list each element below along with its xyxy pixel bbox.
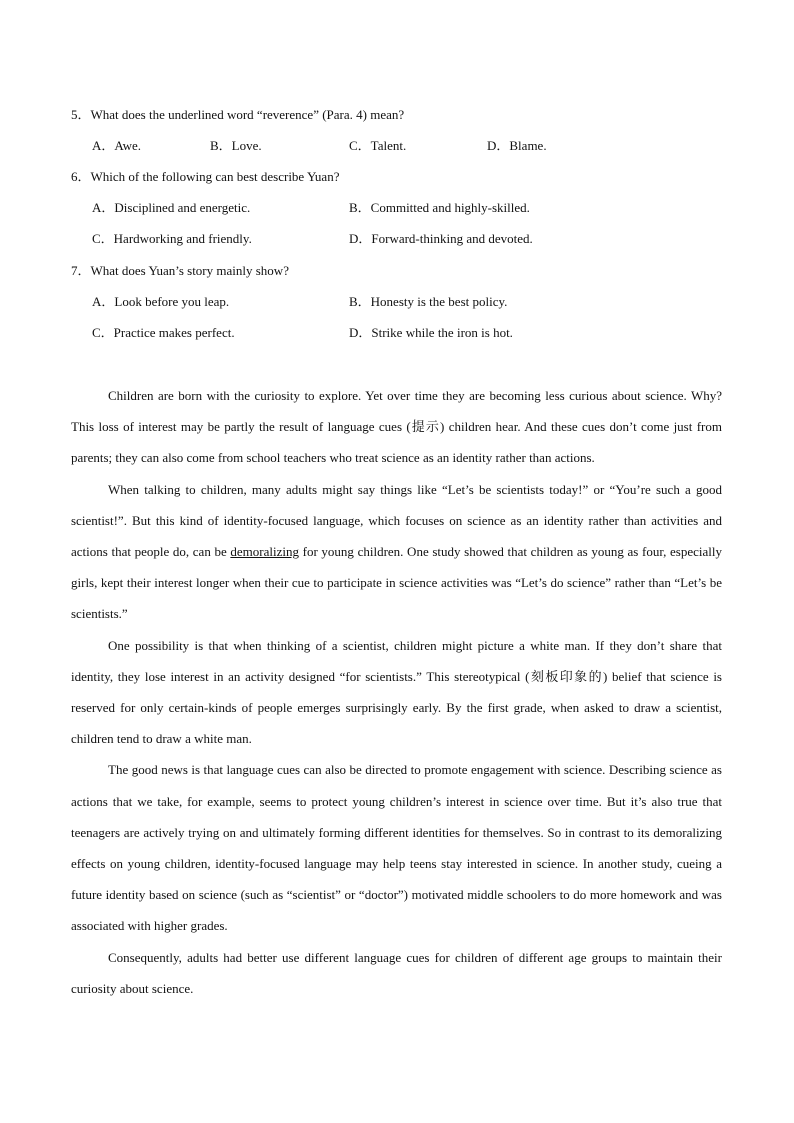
underlined-word-demoralizing: demoralizing <box>230 544 299 560</box>
question-5-option-a[interactable]: A．Awe. <box>92 138 141 153</box>
passage-paragraph-2 <box>71 474 722 630</box>
question-7-stem: 7．What does Yuan’s story mainly show? <box>71 263 289 278</box>
question-7-option-c[interactable]: C．Practice makes perfect. <box>92 325 235 340</box>
question-5-option-b[interactable]: B．Love. <box>210 138 262 153</box>
question-5-option-d[interactable]: D．Blame. <box>487 138 547 153</box>
question-7-option-d[interactable]: D．Strike while the iron is hot. <box>349 325 513 340</box>
passage-paragraph-5: Consequently, adults had better use different language cues for children of different age groups to maintain their curiosity about science. <box>71 949 722 996</box>
passage-paragraph-4: The good news is that language cues can also be directed to promote engagement with science. Describing science as actions that we take, for example, seems to protect young children’s interest in science over time. But it’s also true that teenagers are actively trying on and ultimately forming different identities for themselves. So in contrast to its demoralizing effects on young children, identity-focused language may help teens stay interested in science. In another study, cueing a future identity based on science (such as “scientist” or “doctor”) motivated middle schoolers to do more homework and was associated with higher grades. <box>71 762 722 934</box>
question-5-stem: 5．What does the underlined word “reverence” (Para. 4) mean? <box>71 107 405 122</box>
question-6-stem: 6．Which of the following can best describe Yuan? <box>71 169 340 184</box>
question-6-option-d[interactable]: D．Forward-thinking and devoted. <box>349 231 533 246</box>
paragraph-2-text-before: When talking to children, many adults might say things like “Let’s be scientists today!” or “You’re such a good scientist!”. But this kind of identity-focused language, which focuses on science as an identity rather than activities and actions that people do, can be <box>71 481 722 560</box>
passage-paragraph-1: Children are born with the curiosity to explore. Yet over time they are becoming less curious about science. Why? This loss of interest may be partly the result of language cues (提示) children hear. And these cues don’t come just from parents; they can also come from school teachers who treat science as an identity rather than actions. <box>71 388 722 466</box>
question-5-option-c[interactable]: C．Talent. <box>349 138 407 153</box>
paragraph-2-text-after: for young children. One study showed that children as young as four, especially girls, kept their interest longer when their cue to participate in science activities was “Let’s do science” rather than “Let’s be scientists.” <box>71 544 722 622</box>
question-7-option-b[interactable]: B．Honesty is the best policy. <box>349 294 508 309</box>
question-6-option-a[interactable]: A．Disciplined and energetic. <box>92 200 251 215</box>
question-6-option-c[interactable]: C．Hardworking and friendly. <box>92 231 252 246</box>
reading-passage <box>71 380 722 1004</box>
question-7-option-a[interactable]: A．Look before you leap. <box>92 294 230 309</box>
question-6-option-b[interactable]: B．Committed and highly-skilled. <box>349 200 530 215</box>
passage-paragraph-3: One possibility is that when thinking of a scientist, children might picture a white man. If they don’t share that identity, they lose interest in an activity designed “for scientists.” This stereotypical (刻板印象的) belief that science is reserved for only certain-kinds of people emerges surprisingly early. By the first grade, when asked to draw a scientist, children tend to draw a white man. <box>71 637 722 747</box>
